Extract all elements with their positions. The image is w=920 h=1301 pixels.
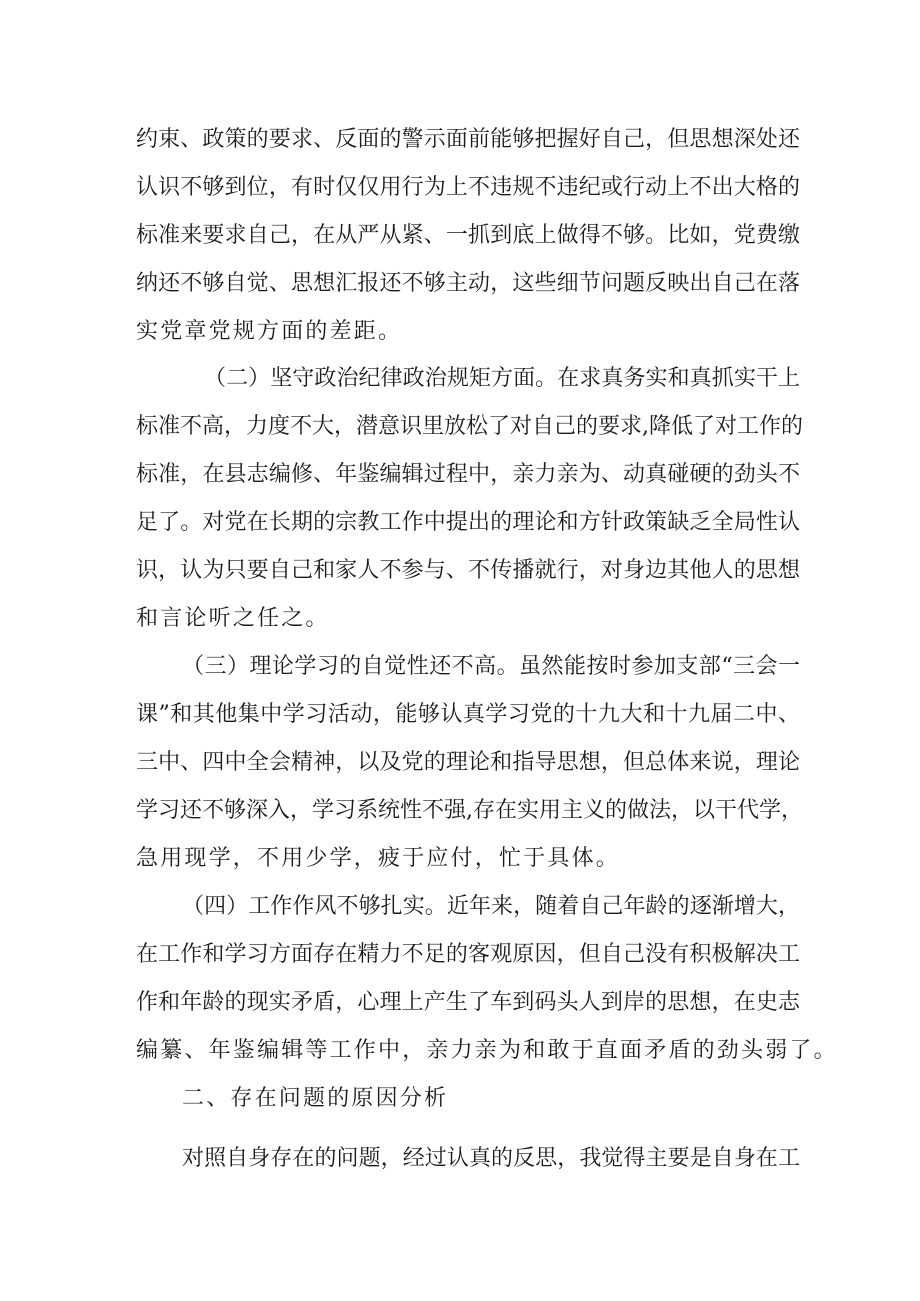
text-line: 认识不够到位，有时仅仅用行为上不违规不违纪或行动上不出大格的 — [136, 175, 800, 200]
text-line: 约束、政策的要求、反面的警示面前能够把握好自己，但思想深处还 — [136, 127, 800, 152]
text-line: 纳还不够自觉、思想汇报还不够主动，这些细节问题反映出自己在落 — [136, 271, 800, 296]
text-line: 实党章党规方面的差距。 — [136, 319, 403, 344]
text-line: 急用现学，不用少学，疲于应付，忙于具体。 — [136, 846, 621, 871]
text-line: 学习还不够深入，学习系统性不强,存在实用主义的做法，以干代学， — [136, 798, 803, 823]
text-line: （三）理论学习的自觉性还不高。虽然能按时参加支部“三会一 — [182, 654, 800, 679]
text-line: 标准不高，力度不大，潜意识里放松了对自己的要求,降低了对工作的 — [136, 414, 803, 439]
text-line: 编纂、年鉴编辑等工作中，亲力亲为和敢于直面矛盾的劲头弱了。 — [136, 1038, 838, 1063]
text-line: 标准来要求自己，在从严从紧、一抓到底上做得不够。比如，党费缴 — [136, 223, 800, 248]
text-line: 和言论听之任之。 — [136, 606, 330, 631]
section-heading: 二、存在问题的原因分析 — [182, 1086, 449, 1111]
text-line: （二）坚守政治纪律政治规矩方面。在求真务实和真抓实干上 — [204, 366, 800, 391]
text-line: 课”和其他集中学习活动，能够认真学习党的十九大和十九届二中、 — [136, 702, 800, 727]
text-line: 三中、四中全会精神，以及党的理论和指导思想，但总体来说，理论 — [136, 750, 800, 775]
text-line: 足了。对党在长期的宗教工作中提出的理论和方针政策缺乏全局性认 — [136, 510, 800, 535]
text-line: 标准，在县志编修、年鉴编辑过程中，亲力亲为、动真碰硬的劲头不 — [136, 462, 800, 487]
text-line: 作和年龄的现实矛盾，心理上产生了车到码头人到岸的思想，在史志 — [136, 990, 800, 1015]
text-line: 识，认为只要自己和家人不参与、不传播就行，对身边其他人的思想 — [136, 558, 800, 583]
text-line: （四）工作作风不够扎实。近年来，随着自己年龄的逐渐增大， — [182, 894, 800, 919]
text-line: 在工作和学习方面存在精力不足的客观原因，但自己没有积极解决工 — [136, 942, 800, 967]
text-line: 对照自身存在的问题，经过认真的反思，我觉得主要是自身在工 — [182, 1146, 800, 1171]
